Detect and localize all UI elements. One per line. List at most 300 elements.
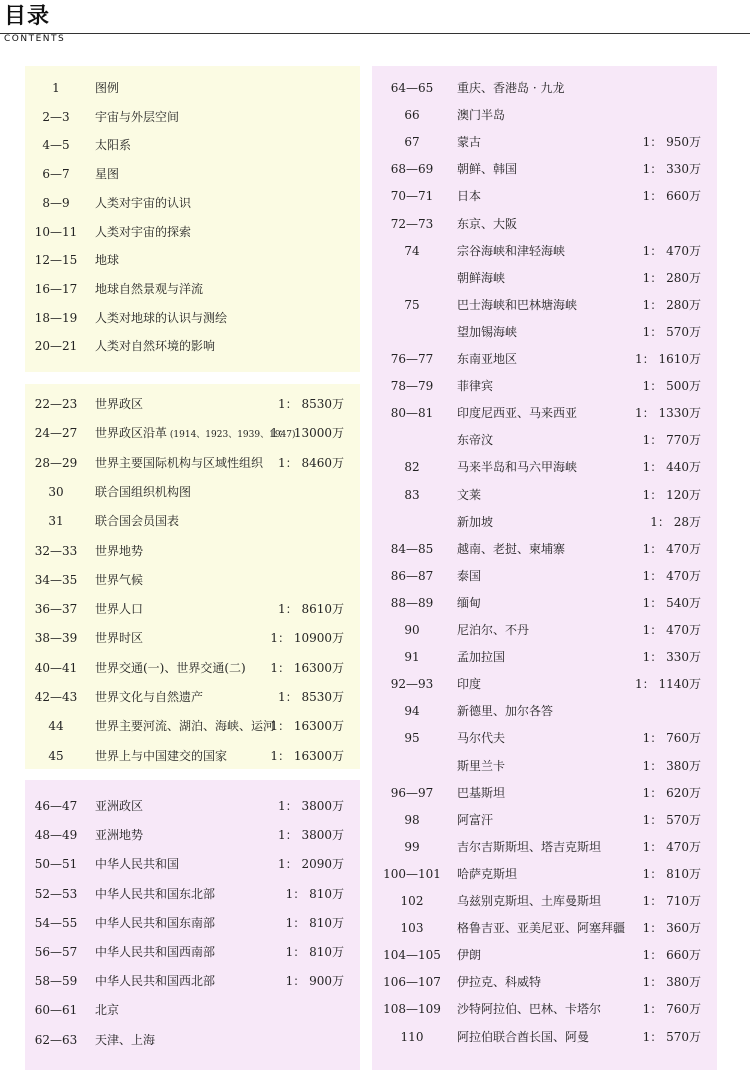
toc-entry <box>372 999 717 1019</box>
toc-title-text: 东南亚地区 <box>457 352 518 366</box>
toc-entry-title <box>95 628 143 648</box>
toc-page-number: 12—15 <box>34 253 78 268</box>
toc-page-number: 20—21 <box>34 339 78 354</box>
toc-entry <box>372 349 717 369</box>
toc-title-text: 北京 <box>95 1003 120 1018</box>
toc-entry <box>372 674 717 694</box>
toc-entry <box>25 193 360 213</box>
toc-section-asia-china <box>25 780 360 1070</box>
toc-entry <box>372 972 717 992</box>
toc-page-number: 58—59 <box>34 974 78 989</box>
toc-entry-title <box>95 913 215 933</box>
toc-map-scale: 1： 710万 <box>642 894 701 908</box>
toc-entry-title <box>95 107 179 127</box>
toc-page-number: 95 <box>404 731 420 746</box>
toc-page-number: 31 <box>48 514 64 529</box>
toc-title-text: 伊拉克、科威特 <box>457 975 542 990</box>
toc-entry <box>372 728 717 748</box>
toc-page-number: 82 <box>404 460 420 475</box>
toc-entry <box>372 430 717 450</box>
toc-page-number: 64—65 <box>390 81 434 95</box>
toc-title-text: 地球 <box>95 253 120 268</box>
toc-title-text: 亚洲政区 <box>95 799 144 813</box>
toc-map-scale: 1： 810万 <box>285 915 344 930</box>
toc-title-text: 伊朗 <box>457 948 482 963</box>
toc-map-scale: 1： 120万 <box>642 487 701 502</box>
toc-map-scale: 1： 770万 <box>642 433 701 448</box>
toc-entry <box>25 942 360 962</box>
toc-title-text: 中华人民共和国西北部 <box>95 974 216 989</box>
toc-section-world <box>25 384 360 769</box>
toc-entry <box>25 453 360 473</box>
toc-title-text: 蒙古 <box>457 135 482 150</box>
toc-entry <box>25 658 360 678</box>
toc-page-number: 24—27 <box>34 426 78 441</box>
toc-map-scale: 1： 3800万 <box>278 828 344 843</box>
toc-map-scale: 1： 1330万 <box>635 406 701 421</box>
toc-page-number: 110 <box>400 1029 424 1044</box>
toc-entry-title <box>95 825 143 845</box>
toc-entry <box>372 78 717 98</box>
toc-section-asia-countries <box>372 66 717 1070</box>
toc-title-text: 马来半岛和马六甲海峡 <box>457 460 578 475</box>
toc-entry-title <box>457 512 493 532</box>
toc-page-number: 99 <box>404 839 420 854</box>
toc-page-number: 4—5 <box>42 138 70 153</box>
toc-entry-title <box>457 186 481 206</box>
toc-page-number: 48—49 <box>34 828 78 843</box>
toc-title-text: 菲律宾 <box>457 379 494 394</box>
toc-title-years: (1914、1923、1939、1947) <box>167 430 296 441</box>
toc-entry <box>372 1027 717 1047</box>
toc-entry <box>25 423 360 443</box>
toc-page-number: 92—93 <box>390 677 434 692</box>
toc-title-text: 印度尼西亚、马来西亚 <box>457 406 578 421</box>
toc-title-text: 巴士海峡和巴林塘海峡 <box>457 297 578 312</box>
toc-entry-title <box>95 482 191 502</box>
toc-entry-title <box>95 453 263 473</box>
toc-map-scale: 1： 10900万 <box>270 631 344 646</box>
toc-entry <box>25 222 360 242</box>
page-subtitle: CONTENTS <box>4 34 66 44</box>
toc-map-scale: 1： 440万 <box>642 460 701 475</box>
toc-page-number: 16—17 <box>34 281 78 296</box>
toc-title-text: 地球自然景观与洋流 <box>95 281 204 296</box>
toc-page-number: 94 <box>404 704 420 719</box>
toc-map-scale: 1： 280万 <box>642 270 701 285</box>
toc-page-number: 104—105 <box>383 948 441 963</box>
toc-page-number: 83 <box>404 487 420 502</box>
toc-page-number: 106—107 <box>383 975 441 990</box>
toc-entry <box>372 485 717 505</box>
toc-entry-title <box>457 674 481 694</box>
toc-entry-title <box>457 430 493 450</box>
toc-entry <box>25 628 360 648</box>
toc-map-scale: 1： 660万 <box>642 189 701 204</box>
toc-title-text: 世界文化与自然遗产 <box>95 690 204 704</box>
toc-map-scale: 1： 810万 <box>285 886 344 901</box>
header-divider <box>0 33 750 34</box>
toc-entry <box>25 541 360 561</box>
toc-title-text: 世界主要国际机构与区域性组织 <box>95 455 264 470</box>
toc-title-text: 重庆、香港岛 · 九龙 <box>457 81 565 95</box>
toc-page-number: 80—81 <box>390 406 434 421</box>
toc-entry <box>372 891 717 911</box>
toc-page-number: 72—73 <box>390 216 434 231</box>
toc-entry <box>372 322 717 342</box>
toc-page-number: 18—19 <box>34 310 78 325</box>
toc-map-scale: 1： 8460万 <box>278 455 344 470</box>
toc-title-text: 世界交通(一)、世界交通(二) <box>95 660 246 675</box>
toc-entry-title <box>457 810 493 830</box>
toc-page-number: 56—57 <box>34 945 78 959</box>
toc-entry <box>25 599 360 619</box>
toc-page-number: 76—77 <box>390 352 434 366</box>
toc-entry <box>25 825 360 845</box>
toc-entry <box>372 512 717 532</box>
toc-title-text: 尼泊尔、不丹 <box>457 623 530 637</box>
toc-entry-title <box>457 593 481 613</box>
toc-map-scale: 1： 500万 <box>642 379 701 394</box>
toc-map-scale: 1： 330万 <box>642 162 701 177</box>
toc-map-scale: 1： 570万 <box>642 324 701 339</box>
toc-title-text: 新德里、加尔各答 <box>457 704 554 719</box>
toc-entry-title <box>457 322 517 342</box>
toc-map-scale: 1： 470万 <box>642 541 701 556</box>
toc-map-scale: 1： 950万 <box>642 135 701 150</box>
toc-title-text: 吉尔吉斯斯坦、塔吉克斯坦 <box>457 839 602 854</box>
toc-entry-title <box>457 918 625 938</box>
toc-title-text: 世界地势 <box>95 543 144 558</box>
toc-map-scale: 1： 760万 <box>642 1002 701 1017</box>
toc-entry-title <box>457 945 481 965</box>
toc-entry-title <box>95 854 179 874</box>
toc-page-number: 74 <box>404 243 420 258</box>
toc-entry-title <box>457 566 481 586</box>
toc-entry <box>25 884 360 904</box>
toc-title-text: 人类对宇宙的认识 <box>95 195 192 210</box>
toc-page-number: 90 <box>404 623 420 637</box>
toc-entry <box>372 783 717 803</box>
toc-title-text: 新加坡 <box>457 514 494 529</box>
toc-map-scale: 1： 620万 <box>642 785 701 800</box>
toc-map-scale: 1： 8530万 <box>278 397 344 411</box>
toc-entry-title <box>95 942 215 962</box>
toc-title-text: 东京、大阪 <box>457 216 518 231</box>
toc-entry-title <box>95 394 143 414</box>
toc-entry <box>372 105 717 125</box>
toc-page-number: 100—101 <box>383 866 441 881</box>
toc-title-text: 中华人民共和国西南部 <box>95 945 216 959</box>
toc-entry-title <box>457 539 565 559</box>
toc-map-scale: 1： 540万 <box>642 595 701 610</box>
toc-page-number: 6—7 <box>42 167 70 182</box>
toc-title-text: 中华人民共和国东北部 <box>95 886 216 901</box>
toc-title-text: 东帝汶 <box>457 433 494 448</box>
toc-entry-title <box>95 687 203 707</box>
toc-entry-title <box>95 279 203 299</box>
toc-entry-title <box>95 164 119 184</box>
toc-map-scale: 1： 1610万 <box>635 352 701 366</box>
toc-entry-title <box>95 193 191 213</box>
toc-entry <box>25 511 360 531</box>
toc-entry <box>25 164 360 184</box>
toc-entry <box>372 159 717 179</box>
toc-page-number: 96—97 <box>390 785 434 800</box>
toc-title-text: 乌兹别克斯坦、土库曼斯坦 <box>457 894 602 908</box>
toc-entry <box>25 570 360 590</box>
toc-entry <box>25 913 360 933</box>
toc-entry <box>372 647 717 667</box>
toc-page-number: 75 <box>404 297 420 312</box>
toc-title-text: 马尔代夫 <box>457 731 506 746</box>
toc-entry-title <box>457 756 505 776</box>
toc-map-scale: 1： 570万 <box>642 1029 701 1044</box>
toc-title-text: 巴基斯坦 <box>457 785 506 800</box>
toc-entry <box>372 457 717 477</box>
toc-entry-title <box>95 78 119 98</box>
toc-entry-title <box>95 658 246 678</box>
toc-title-text: 格鲁吉亚、亚美尼亚、阿塞拜疆 <box>457 921 626 936</box>
toc-map-scale: 1： 660万 <box>642 948 701 963</box>
toc-entry-title <box>457 241 565 261</box>
toc-title-text: 沙特阿拉伯、巴林、卡塔尔 <box>457 1002 602 1017</box>
toc-entry-title <box>95 746 227 766</box>
toc-map-scale: 1： 470万 <box>642 243 701 258</box>
toc-title-text: 人类对自然环境的影响 <box>95 339 216 354</box>
toc-map-scale: 1： 470万 <box>642 568 701 583</box>
toc-page-number: 2—3 <box>42 109 70 124</box>
toc-entry-title <box>95 1030 155 1050</box>
toc-entry-title <box>457 837 601 857</box>
toc-map-scale: 1： 470万 <box>642 839 701 854</box>
toc-title-text: 世界时区 <box>95 631 144 646</box>
toc-entry-title <box>95 423 296 445</box>
toc-entry-title <box>95 1000 119 1020</box>
toc-entry-title <box>457 105 505 125</box>
toc-page-number: 45 <box>48 748 64 763</box>
toc-title-text: 阿拉伯联合酋长国、阿曼 <box>457 1029 590 1044</box>
toc-title-text: 天津、上海 <box>95 1032 156 1047</box>
toc-entry-title <box>457 620 529 640</box>
toc-map-scale: 1： 8530万 <box>278 690 344 704</box>
toc-entry <box>372 268 717 288</box>
toc-page-number: 8—9 <box>42 195 70 210</box>
toc-entry <box>372 864 717 884</box>
toc-title-text: 世界主要河流、湖泊、海峡、运河 <box>95 719 276 734</box>
toc-page-number: 88—89 <box>390 595 434 610</box>
toc-title-text: 星图 <box>95 167 120 182</box>
toc-map-scale: 1： 13000万 <box>270 426 344 441</box>
toc-entry-title <box>95 971 215 991</box>
toc-page-number: 102 <box>400 894 424 908</box>
toc-page-number: 78—79 <box>390 379 434 394</box>
toc-entry-title <box>95 599 143 619</box>
toc-map-scale: 1： 570万 <box>642 812 701 827</box>
toc-entry-title <box>457 647 505 667</box>
toc-entry <box>372 701 717 721</box>
toc-title-text: 宇宙与外层空间 <box>95 109 180 124</box>
toc-section-space-earth <box>25 66 360 372</box>
toc-map-scale: 1： 2090万 <box>278 857 344 872</box>
toc-map-scale: 1： 28万 <box>650 514 701 529</box>
toc-entry-title <box>457 132 481 152</box>
toc-entry-title <box>457 268 505 288</box>
toc-entry-title <box>95 796 143 816</box>
toc-page-number: 22—23 <box>34 397 78 411</box>
toc-entry-title <box>457 485 481 505</box>
toc-entry-title <box>95 336 215 356</box>
toc-entry <box>372 837 717 857</box>
toc-entry-title <box>457 214 517 234</box>
toc-map-scale: 1： 8610万 <box>278 602 344 617</box>
toc-page-number: 50—51 <box>34 857 78 872</box>
toc-title-text: 斯里兰卡 <box>457 758 506 773</box>
toc-entry <box>25 854 360 874</box>
toc-entry <box>25 308 360 328</box>
toc-title-text: 亚洲地势 <box>95 828 144 843</box>
toc-entry <box>372 918 717 938</box>
toc-map-scale: 1： 900万 <box>285 974 344 989</box>
toc-title-text: 世界政区 <box>95 397 144 411</box>
toc-title-text: 太阳系 <box>95 138 132 153</box>
toc-page-number: 62—63 <box>34 1032 78 1047</box>
toc-map-scale: 1： 330万 <box>642 650 701 665</box>
toc-page-number: 91 <box>404 650 420 665</box>
toc-page-number: 38—39 <box>34 631 78 646</box>
toc-title-text: 宗谷海峡和津轻海峡 <box>457 243 566 258</box>
toc-page-number: 84—85 <box>390 541 434 556</box>
toc-entry <box>372 620 717 640</box>
toc-entry-title <box>457 783 505 803</box>
toc-page-number: 46—47 <box>34 799 78 813</box>
toc-page-number: 70—71 <box>390 189 434 204</box>
toc-title-text: 联合国组织机构图 <box>95 484 192 499</box>
toc-entry-title <box>457 349 517 369</box>
toc-title-text: 人类对地球的认识与测绘 <box>95 310 228 325</box>
toc-page-number: 34—35 <box>34 572 78 587</box>
toc-entry-title <box>457 864 517 884</box>
toc-map-scale: 1： 16300万 <box>270 660 344 675</box>
toc-map-scale: 1： 470万 <box>642 623 701 637</box>
toc-page-number: 98 <box>404 812 420 827</box>
toc-page-number: 36—37 <box>34 602 78 617</box>
toc-entry-title <box>95 570 143 590</box>
toc-page-number: 30 <box>48 484 64 499</box>
toc-page-number: 54—55 <box>34 915 78 930</box>
toc-entry <box>25 971 360 991</box>
toc-entry-title <box>457 728 505 748</box>
toc-map-scale: 1： 1140万 <box>635 677 701 692</box>
toc-title-text: 缅甸 <box>457 595 482 610</box>
toc-entry <box>372 566 717 586</box>
toc-entry <box>372 132 717 152</box>
toc-page-number: 44 <box>48 719 64 734</box>
toc-entry <box>25 135 360 155</box>
toc-entry-title <box>457 972 541 992</box>
toc-map-scale: 1： 810万 <box>642 866 701 881</box>
toc-entry <box>372 214 717 234</box>
toc-entry-title <box>457 891 601 911</box>
toc-entry <box>25 716 360 736</box>
toc-entry-title <box>457 78 564 98</box>
toc-entry <box>372 295 717 315</box>
toc-entry <box>25 746 360 766</box>
toc-title-text: 孟加拉国 <box>457 650 506 665</box>
toc-map-scale: 1： 280万 <box>642 297 701 312</box>
toc-title-text: 望加锡海峡 <box>457 324 518 339</box>
toc-entry-title <box>457 1027 589 1047</box>
toc-entry <box>372 186 717 206</box>
toc-map-scale: 1： 3800万 <box>278 799 344 813</box>
toc-entry <box>372 945 717 965</box>
toc-entry <box>372 403 717 423</box>
toc-entry <box>25 687 360 707</box>
toc-entry-title <box>457 999 601 1019</box>
toc-title-text: 印度 <box>457 677 482 692</box>
toc-entry <box>25 796 360 816</box>
toc-entry <box>25 1000 360 1020</box>
toc-entry-title <box>457 376 493 396</box>
toc-map-scale: 1： 380万 <box>642 758 701 773</box>
toc-page-number: 10—11 <box>34 224 78 239</box>
toc-entry <box>372 756 717 776</box>
toc-entry <box>372 810 717 830</box>
toc-entry <box>25 279 360 299</box>
toc-entry-title <box>457 457 577 477</box>
toc-map-scale: 1： 760万 <box>642 731 701 746</box>
page-title: 目录 <box>4 4 51 29</box>
toc-entry <box>25 336 360 356</box>
toc-page-number: 68—69 <box>390 162 434 177</box>
toc-page-number: 28—29 <box>34 455 78 470</box>
toc-page-number: 67 <box>404 135 420 150</box>
toc-page-number: 66 <box>404 108 420 123</box>
toc-title-text: 文莱 <box>457 487 482 502</box>
toc-entry <box>25 1030 360 1050</box>
toc-entry-title <box>457 701 553 721</box>
toc-title-text: 朝鲜、韩国 <box>457 162 518 177</box>
toc-entry-title <box>95 884 215 904</box>
toc-page-number: 86—87 <box>390 568 434 583</box>
toc-title-text: 中华人民共和国东南部 <box>95 915 216 930</box>
toc-title-text: 中华人民共和国 <box>95 857 180 872</box>
toc-page-number: 108—109 <box>383 1002 441 1017</box>
toc-page-number: 40—41 <box>34 660 78 675</box>
toc-entry <box>372 241 717 261</box>
toc-entry <box>372 539 717 559</box>
toc-entry-title <box>95 511 179 531</box>
toc-title-text: 日本 <box>457 189 482 204</box>
toc-title-text: 朝鲜海峡 <box>457 270 506 285</box>
toc-entry-title <box>95 222 191 242</box>
toc-entry <box>25 250 360 270</box>
toc-title-text: 联合国会员国表 <box>95 514 180 529</box>
toc-entry-title <box>95 541 143 561</box>
toc-entry <box>25 394 360 414</box>
toc-page-number: 52—53 <box>34 886 78 901</box>
toc-entry-title <box>95 308 227 328</box>
toc-map-scale: 1： 16300万 <box>270 748 344 763</box>
toc-page-number: 1 <box>52 81 60 95</box>
toc-map-scale: 1： 16300万 <box>270 719 344 734</box>
toc-map-scale: 1： 380万 <box>642 975 701 990</box>
toc-title-text: 哈萨克斯坦 <box>457 866 518 881</box>
toc-map-scale: 1： 360万 <box>642 921 701 936</box>
toc-page-number: 32—33 <box>34 543 78 558</box>
toc-entry-title <box>457 403 577 423</box>
toc-map-scale: 1： 810万 <box>285 945 344 959</box>
